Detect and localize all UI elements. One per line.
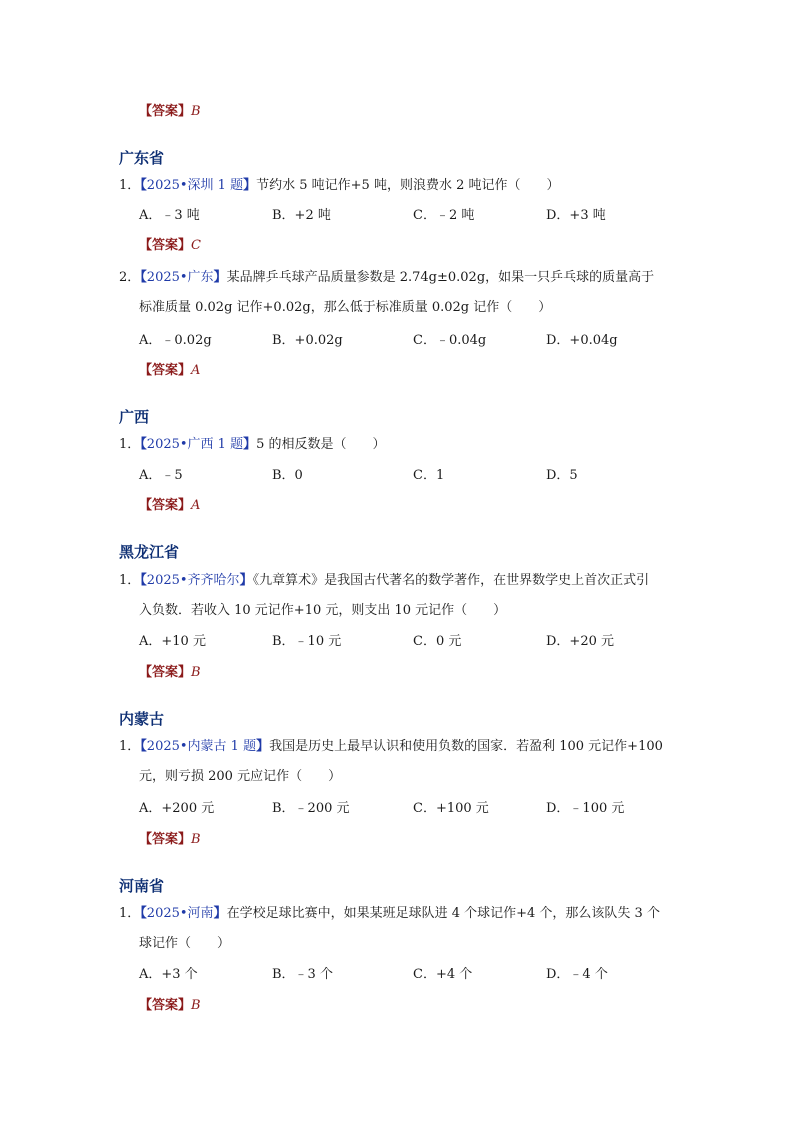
answer-label: 【答案】 [139,998,192,1013]
answer-line [139,238,201,254]
option-c: C．﹣0.04g [413,333,487,348]
option-a: A．﹣5 [139,468,183,483]
question-text: 在学校足球比赛中，如果某班足球队进 4 个球记作+4 个，那么该队失 3 个 [226,906,660,921]
answer-value: B [191,104,201,119]
question-text-continued: 入负数．若收入 10 元记作+10 元，则支出 10 元记作（ ） [139,603,507,618]
question-number: 2． [119,270,141,285]
question-text-continued: 元，则亏损 200 元应记作（ ） [139,769,342,784]
option-a: A．﹣3 吨 [139,208,200,223]
option-c: C．+100 元 [413,801,489,816]
option-b: B．﹣200 元 [272,801,350,816]
answer-label: 【答案】 [139,363,192,378]
question-line [119,270,654,286]
question-source-tag: 【2025•齐齐哈尔】 [140,573,253,588]
answer-value: A [191,498,201,513]
question-text: 某品牌乒乓球产品质量参数是 2.74g±0.02g，如果一只乒乓球的质量高于 [226,270,655,285]
option-a: A．+10 元 [139,634,206,649]
answer-label: 【答案】 [139,238,192,253]
answer-value: C [191,238,201,253]
option-b: B．+2 吨 [272,208,331,223]
question-line [119,437,386,453]
section-title-neimenggu: 内蒙古 [119,710,165,728]
question-text: 节约水 5 吨记作+5 吨，则浪费水 2 吨记作（ ） [256,178,560,193]
option-a: A．+200 元 [139,801,215,816]
option-d: D．+0.04g [546,333,618,348]
section-title-guangxi: 广西 [119,408,150,426]
question-number: 1． [119,178,141,193]
answer-label: 【答案】 [139,104,192,119]
section-title-henan: 河南省 [119,877,165,895]
question-text: 我国是历史上最早认识和使用负数的国家．若盈利 100 元记作+100 [269,739,663,754]
question-text-continued: 球记作（ ） [139,936,231,951]
question-line [119,573,649,589]
answer-value: A [191,363,201,378]
question-text: 5 的相反数是（ ） [256,437,386,452]
answer-line [139,832,201,848]
option-b: B．0 [272,468,303,483]
answer-value: B [191,665,201,680]
answer-line [139,498,200,514]
question-line [119,739,663,755]
question-number: 1． [119,739,141,754]
question-number: 1． [119,906,141,921]
option-a: A．﹣0.02g [139,333,212,348]
option-b: B．﹣10 元 [272,634,342,649]
option-d: D．+3 吨 [546,208,606,223]
option-c: C．1 [413,468,445,483]
question-line [119,178,559,194]
option-d: D．﹣100 元 [546,801,625,816]
option-d: D．5 [546,468,578,483]
option-d: D．+20 元 [546,634,614,649]
section-title-heilongjiang: 黑龙江省 [119,543,180,561]
answer-line [139,363,200,379]
question-source-tag: 【2025•广东】 [140,270,227,285]
question-source-tag: 【2025•广西 1 题】 [140,437,257,452]
answer-line [139,665,201,681]
option-c: C．+4 个 [413,967,473,982]
answer-value: B [191,998,201,1013]
answer-value: B [191,832,201,847]
section-title-guangdong: 广东省 [119,149,165,167]
question-number: 1． [119,437,141,452]
question-line [119,906,660,922]
answer-line [139,998,201,1014]
answer-label: 【答案】 [139,832,192,847]
answer-label: 【答案】 [139,498,192,513]
question-source-tag: 【2025•河南】 [140,906,227,921]
option-d: D．﹣4 个 [546,967,608,982]
question-source-tag: 【2025•内蒙古 1 题】 [140,739,270,754]
question-text: 《九章算术》是我国古代著名的数学著作，在世界数学史上首次正式引 [252,573,650,588]
question-number: 1． [119,573,141,588]
option-b: B．﹣3 个 [272,967,333,982]
option-b: B．+0.02g [272,333,343,348]
question-source-tag: 【2025•深圳 1 题】 [140,178,257,193]
answer-label: 【答案】 [139,665,192,680]
answer-line [139,104,201,120]
option-c: C．0 元 [413,634,462,649]
option-c: C．﹣2 吨 [413,208,475,223]
question-text-continued: 标准质量 0.02g 记作+0.02g，那么低于标准质量 0.02g 记作（ ） [139,300,552,315]
option-a: A．+3 个 [139,967,198,982]
